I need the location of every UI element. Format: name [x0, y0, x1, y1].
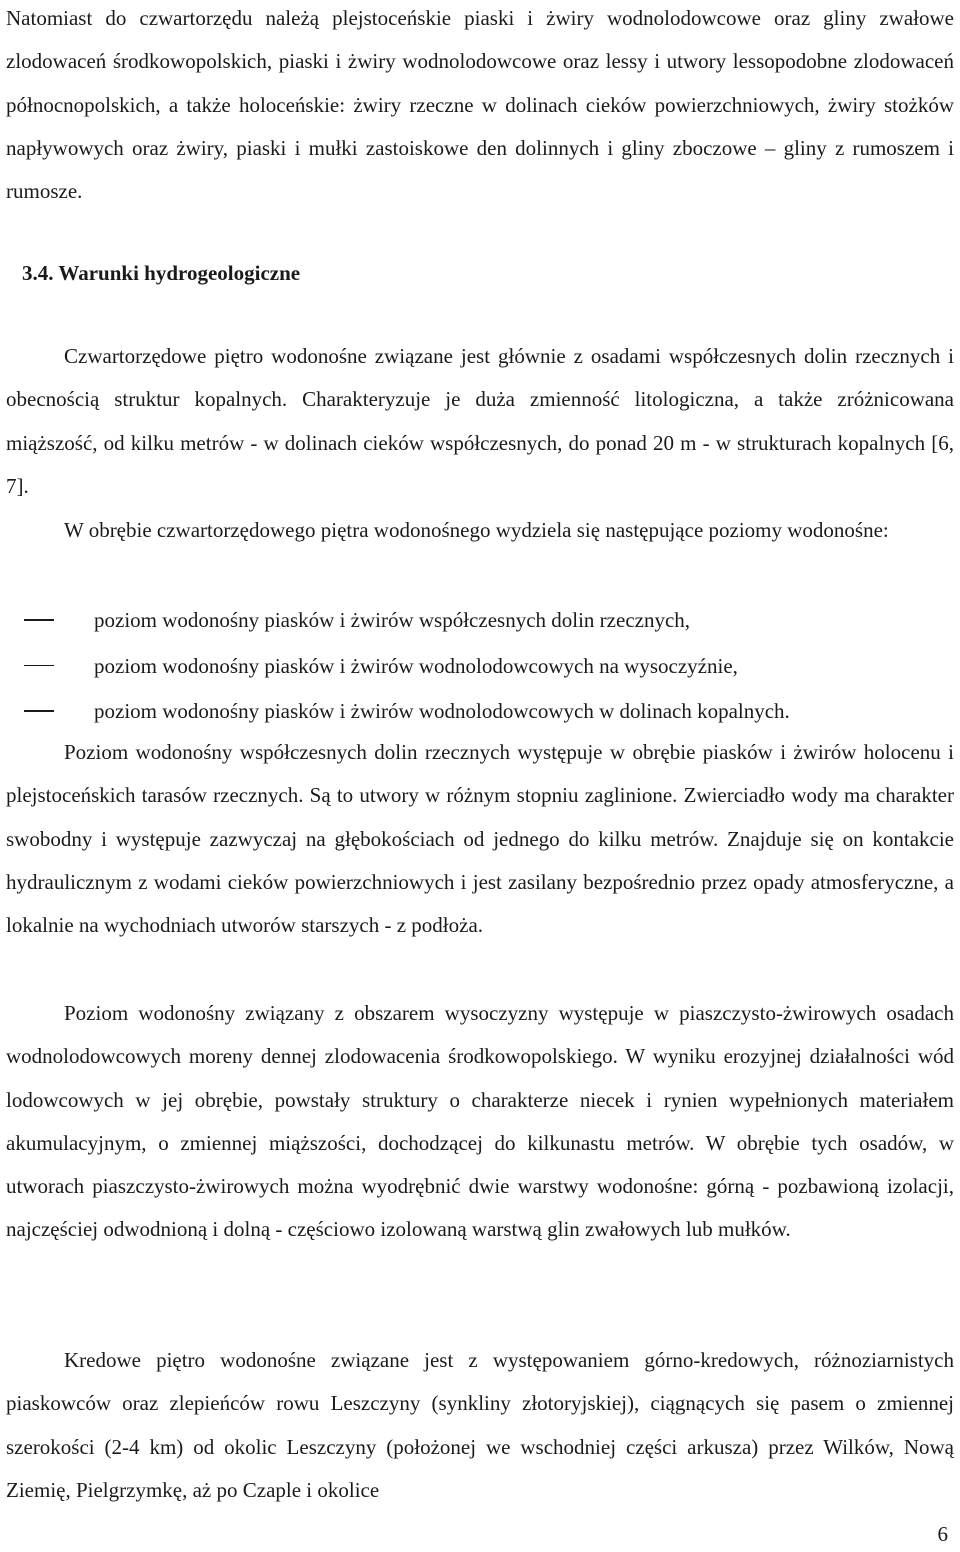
- paragraph-cretaceous-aquifer: Kredowe piętro wodonośne związane jest z występowaniem górno-kredowych, różnoziarnistych piaskowców oraz zlepieńców rowu Leszczyny (synkliny złotoryjskiej), ciągnących się pasem o zmiennej szerokości (2-4 km) od okolic Leszczyny (położonej we wschodniej części arkusza) przez Wilków, Nową Ziemię, Pielgrzymkę, aż po Czaple i okolice: [6, 1348, 954, 1502]
- paragraph-aquifer-levels-intro: W obrębie czwartorzędowego piętra wodonośnego wydziela się następujące poziomy wodonośne:: [64, 518, 889, 542]
- page-number: 6: [937, 1522, 948, 1546]
- dash-bullet-icon: [24, 710, 54, 712]
- section-heading-hydrogeology: 3.4. Warunki hydrogeologiczne: [22, 261, 301, 285]
- paragraph-quaternary-aquifer: Czwartorzędowe piętro wodonośne związane jest głównie z osadami współczesnych dolin rzecznych i obecnością struktur kopalnych. Charakteryzuje je duża zmienność litologiczna, a także zróżnicowana miąższość, od kilku metrów - w dolinach cieków współczesnych, do ponad 20 m - w strukturach kopalnych [6, 7].: [6, 344, 954, 498]
- dash-bullet-icon: [24, 665, 54, 667]
- paragraph-quaternary-deposits: Natomiast do czwartorzędu należą plejstoceńskie piaski i żwiry wodnolodowcowe oraz gliny zwałowe zlodowaceń środkowopolskich, piaski i żwiry wodnolodowcowe oraz lessy i utwory lessopodobne zlodowaceń północnopolskich, a także holoceńskie: żwiry rzeczne w dolinach cieków powierzchniowych, żwiry stożków napływowych oraz żwiry, piaski i mułki zastoiskowe den dolinnych i gliny zboczowe – gliny z rumoszem i rumosze.: [6, 6, 954, 204]
- list-item: poziom wodonośny piasków i żwirów wodnolodowcowych na wysoczyźnie,: [6, 644, 954, 690]
- list-item: poziom wodonośny piasków i żwirów współczesnych dolin rzecznych,: [6, 598, 954, 644]
- paragraph-upland-aquifer: Poziom wodonośny związany z obszarem wysoczyzny występuje w piaszczysto-żwirowych osadach wodnolodowcowych moreny dennej zlodowacenia środkowopolskiego. W wyniku erozyjnej działalności wód lodowcowych w jej obrębie, powstały struktury o charakterze niecek i rynien wypełnionych materiałem akumulacyjnym, o zmiennej miąższości, dochodzącej do kilkunastu metrów. W obrębie tych osadów, w utworach piaszczysto-żwirowych można wyodrębnić dwie warstwy wodonośne: górną - pozbawioną izolacji, najczęściej odwodnioną i dolną - częściowo izolowaną warstwą glin zwałowych lub mułków.: [6, 1001, 954, 1242]
- list-item: poziom wodonośny piasków i żwirów wodnolodowcowych w dolinach kopalnych.: [6, 689, 954, 735]
- paragraph-river-valley-aquifer: Poziom wodonośny współczesnych dolin rzecznych występuje w obrębie piasków i żwirów holocenu i plejstoceńskich tarasów rzecznych. Są to utwory w różnym stopniu zaglinione. Zwierciadło wody ma charakter swobodny i występuje zazwyczaj na głębokościach od jednego do kilku metrów. Znajduje się on kontakcie hydraulicznym z wodami cieków powierzchniowych i jest zasilany bezpośrednio przez opady atmosferyczne, a lokalnie na wychodniach utworów starszych - z podłoża.: [6, 740, 954, 938]
- dash-bullet-icon: [24, 619, 54, 621]
- document-page: [6, 0, 954, 1552]
- aquifer-levels-list: [6, 598, 954, 735]
